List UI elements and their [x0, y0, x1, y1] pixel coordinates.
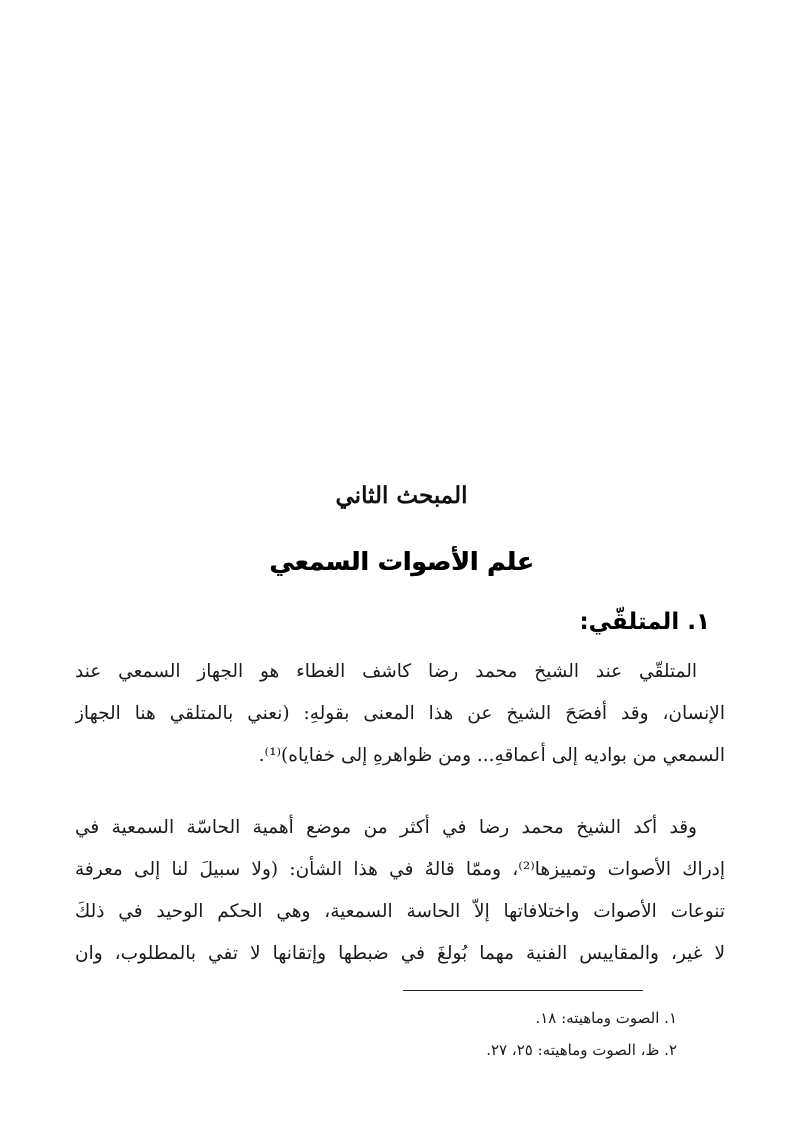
footnote-separator — [403, 990, 643, 991]
paragraph-line: السمعي من بواديه إلى أعماقهِ... ومن ظواهرهِ إلى خفاياه)⁽¹⁾. — [258, 745, 725, 766]
paragraph-line: تنوعات الأصوات واختلافاتها إلاّ الحاسة السمعية، وهي الحكم الوحيد في ذلكَ — [75, 901, 725, 922]
footnote-1: ١. الصوت وماهيته: ١٨. — [535, 1009, 677, 1027]
sub-heading: ١. المتلقّي: — [579, 609, 710, 635]
paragraph-line: إدراك الأصوات وتمييزها⁽²⁾، وممّا قالهُ في هذا الشأن: (ولا سبيلَ لنا إلى معرفة — [75, 859, 725, 880]
chapter-title: علم الأصوات السمعي — [269, 547, 534, 576]
footnotes — [257, 1002, 677, 1066]
paragraph-line: لا غير، والمقاييس الفنية مهما بُولغَ في ضبطها وإتقانها لا تفي بالمطلوب، وان — [75, 943, 725, 964]
paragraph-line: الإنسان، وقد أفصَحَ الشيخ عن هذا المعنى بقولهِ: (نعني بالمتلقي هنا الجهاز — [75, 703, 725, 724]
paragraph-2 — [75, 807, 725, 975]
paragraph-line: وقد أكد الشيخ محمد رضا في أكثر من موضع أهمية الحاسّة السمعية في — [75, 817, 697, 838]
paragraph-line: المتلقّي عند الشيخ محمد رضا كاشف الغطاء هو الجهاز السمعي عند — [75, 661, 697, 682]
paragraph-1 — [75, 651, 725, 777]
footnote-2: ٢. ظ، الصوت وماهيته: ٢٥، ٢٧. — [486, 1041, 677, 1059]
section-heading: المبحث الثاني — [335, 482, 468, 509]
